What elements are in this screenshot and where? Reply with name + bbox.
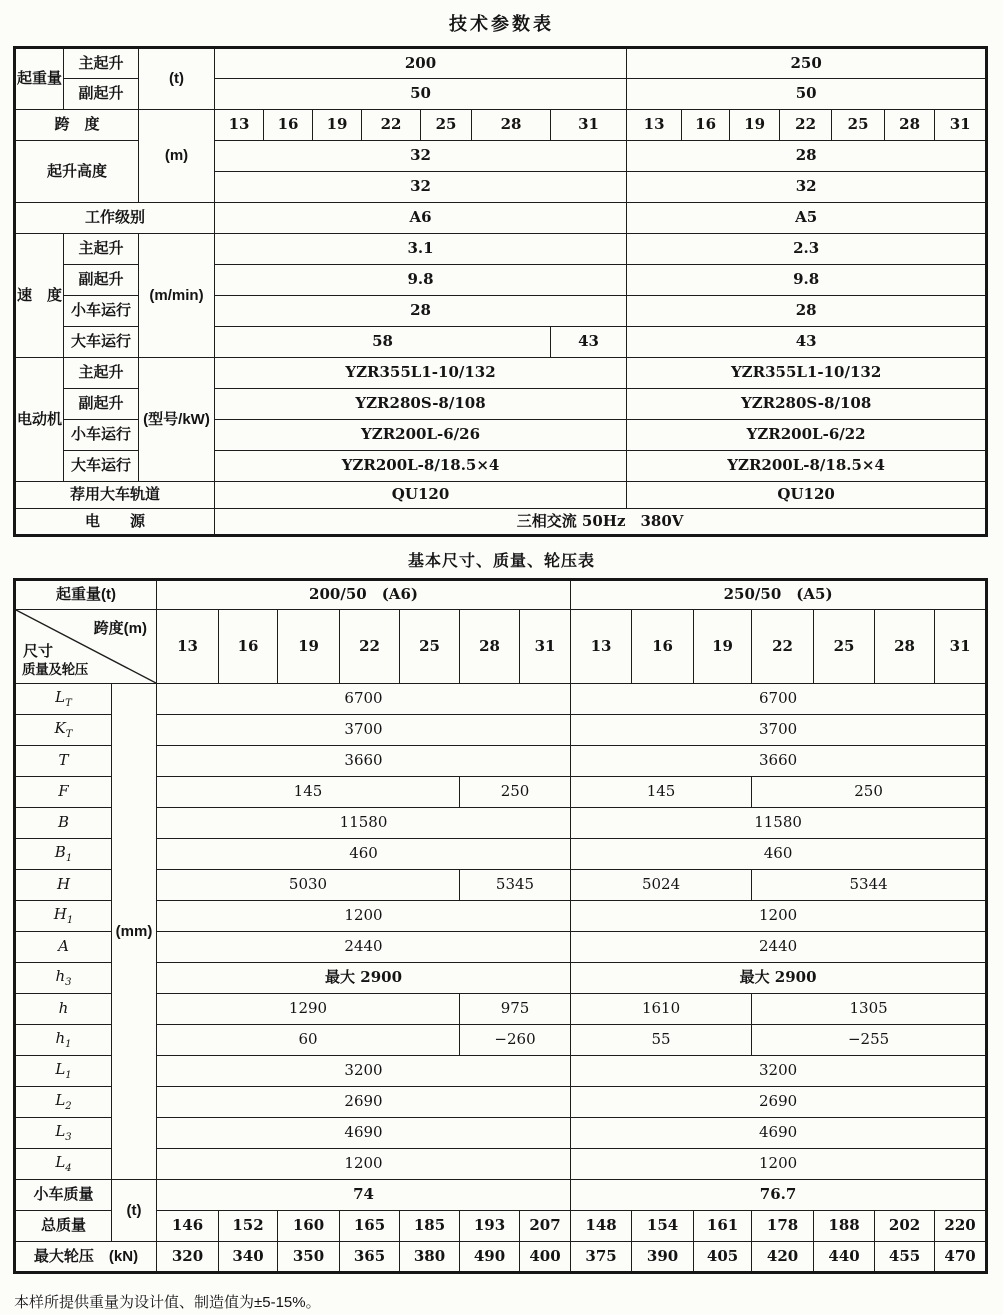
dimension-symbol bbox=[15, 808, 112, 839]
span-axis-label: 跨度(m) bbox=[93, 620, 147, 637]
mass-wheelload-axis-label: 质量及轮压 bbox=[22, 662, 88, 678]
row-label: 主起升 bbox=[64, 48, 139, 79]
span-header-cell: 28 bbox=[875, 610, 935, 684]
dimension-symbol bbox=[15, 963, 112, 994]
value-cell: 32 bbox=[215, 172, 627, 203]
span-header-cell: 19 bbox=[278, 610, 340, 684]
value-cell: YZR200L-8/18.5×4 bbox=[215, 451, 627, 482]
row-label: 主起升 bbox=[64, 358, 139, 389]
value-cell: 460 bbox=[571, 839, 987, 870]
value-cell: 250 bbox=[752, 777, 987, 808]
value-cell: 76.7 bbox=[571, 1180, 987, 1211]
value-cell: 200 bbox=[215, 48, 627, 79]
value-cell: 32 bbox=[215, 141, 627, 172]
dimension-symbol bbox=[15, 1118, 112, 1149]
value-cell: 5030 bbox=[157, 870, 460, 901]
row-label: 速 度 bbox=[15, 234, 64, 358]
span-header-cell: 31 bbox=[935, 610, 987, 684]
symbol-base: K bbox=[54, 719, 66, 737]
span-header-cell: 13 bbox=[627, 110, 682, 141]
value-cell: 最大 2900 bbox=[157, 963, 571, 994]
span-header-cell: 19 bbox=[694, 610, 752, 684]
symbol-subscript: T bbox=[65, 698, 72, 709]
symbol-base: h bbox=[58, 999, 69, 1018]
symbol-base: L bbox=[55, 1060, 66, 1078]
value-cell: 最大 2900 bbox=[571, 963, 987, 994]
span-header-cell: 28 bbox=[472, 110, 551, 141]
span-header-cell: 13 bbox=[215, 110, 264, 141]
symbol-subscript: 3 bbox=[65, 977, 72, 988]
value-cell: 400 bbox=[520, 1242, 571, 1273]
value-cell: 74 bbox=[157, 1180, 571, 1211]
dimensions-mass-wheel-load-table bbox=[13, 578, 988, 1274]
value-cell: 3700 bbox=[157, 715, 571, 746]
value-cell: 975 bbox=[460, 994, 571, 1025]
symbol-subscript: 1 bbox=[65, 853, 73, 864]
value-cell: 405 bbox=[694, 1242, 752, 1273]
value-cell: YZR280S-8/108 bbox=[627, 389, 987, 420]
row-label: 总质量 bbox=[15, 1211, 112, 1242]
row-label: 电动机 bbox=[15, 358, 64, 482]
symbol-base: B bbox=[54, 843, 66, 861]
row-label: 副起升 bbox=[64, 389, 139, 420]
value-cell: 32 bbox=[627, 172, 987, 203]
value-cell: 3700 bbox=[571, 715, 987, 746]
value-cell: 145 bbox=[157, 777, 460, 808]
row-label: 小车质量 bbox=[15, 1180, 112, 1211]
value-cell: 460 bbox=[157, 839, 571, 870]
symbol-base: L bbox=[55, 1153, 66, 1171]
row-label: 荐用大车轨道 bbox=[15, 482, 215, 509]
row-label: 最大轮压 (kN) bbox=[15, 1242, 157, 1273]
value-cell: 50 bbox=[215, 79, 627, 110]
span-header-cell: 22 bbox=[780, 110, 832, 141]
span-header-cell: 13 bbox=[157, 610, 219, 684]
value-cell: 1200 bbox=[157, 1149, 571, 1180]
technical-parameters-table bbox=[13, 46, 988, 537]
value-cell: YZR200L-6/22 bbox=[627, 420, 987, 451]
value-cell: 148 bbox=[571, 1211, 632, 1242]
value-cell: 55 bbox=[571, 1025, 752, 1056]
symbol-subscript: 1 bbox=[65, 1039, 72, 1050]
dimension-symbol bbox=[15, 1056, 112, 1087]
span-header-cell: 25 bbox=[400, 610, 460, 684]
value-cell: 165 bbox=[340, 1211, 400, 1242]
value-cell: 440 bbox=[814, 1242, 875, 1273]
value-cell: 490 bbox=[460, 1242, 520, 1273]
value-cell: 380 bbox=[400, 1242, 460, 1273]
span-header-cell: 22 bbox=[362, 110, 421, 141]
dimension-symbol bbox=[15, 777, 112, 808]
row-label: 大车运行 bbox=[64, 327, 139, 358]
row-label: 起重量 bbox=[15, 48, 64, 110]
symbol-base: h bbox=[55, 1029, 66, 1047]
value-cell: QU120 bbox=[215, 482, 627, 509]
row-label: 小车运行 bbox=[64, 296, 139, 327]
span-header-cell: 16 bbox=[219, 610, 278, 684]
value-cell: A6 bbox=[215, 203, 627, 234]
span-header-cell: 28 bbox=[885, 110, 935, 141]
value-cell: 5345 bbox=[460, 870, 571, 901]
row-label: 副起升 bbox=[64, 265, 139, 296]
value-cell: 1200 bbox=[571, 901, 987, 932]
span-header-cell: 31 bbox=[551, 110, 627, 141]
dimension-symbol bbox=[15, 901, 112, 932]
unit-label: (t) bbox=[112, 1180, 157, 1242]
table2-title: 基本尺寸、质量、轮压表 bbox=[407, 553, 595, 570]
value-cell: 5024 bbox=[571, 870, 752, 901]
symbol-subscript: 4 bbox=[65, 1163, 72, 1174]
value-cell: 146 bbox=[157, 1211, 219, 1242]
value-cell: 2440 bbox=[157, 932, 571, 963]
value-cell: 200/50 (A6) bbox=[157, 580, 571, 610]
unit-label: (t) bbox=[139, 48, 215, 110]
value-cell: 6700 bbox=[571, 684, 987, 715]
row-label: 工作级别 bbox=[15, 203, 215, 234]
value-cell: 340 bbox=[219, 1242, 278, 1273]
row-label: 主起升 bbox=[64, 234, 139, 265]
value-cell: 202 bbox=[875, 1211, 935, 1242]
span-header-cell: 25 bbox=[814, 610, 875, 684]
value-cell: 1610 bbox=[571, 994, 752, 1025]
value-cell: 365 bbox=[340, 1242, 400, 1273]
value-cell: 9.8 bbox=[627, 265, 987, 296]
value-cell: 161 bbox=[694, 1211, 752, 1242]
row-label: 大车运行 bbox=[64, 451, 139, 482]
value-cell: 1200 bbox=[157, 901, 571, 932]
symbol-base: H bbox=[53, 905, 67, 923]
value-cell: 145 bbox=[571, 777, 752, 808]
value-cell: 28 bbox=[215, 296, 627, 327]
value-cell: 2.3 bbox=[627, 234, 987, 265]
value-cell: 185 bbox=[400, 1211, 460, 1242]
value-cell: 9.8 bbox=[215, 265, 627, 296]
value-cell: A5 bbox=[627, 203, 987, 234]
symbol-base: L bbox=[55, 688, 66, 706]
span-header-cell: 28 bbox=[460, 610, 520, 684]
value-cell: 154 bbox=[632, 1211, 694, 1242]
symbol-base: L bbox=[55, 1091, 66, 1109]
symbol-base: F bbox=[58, 782, 69, 801]
symbol-subscript: 2 bbox=[65, 1101, 72, 1112]
value-cell: 28 bbox=[627, 296, 987, 327]
symbol-subscript: 1 bbox=[66, 915, 74, 926]
value-cell: 375 bbox=[571, 1242, 632, 1273]
value-cell: −260 bbox=[460, 1025, 571, 1056]
value-cell: 350 bbox=[278, 1242, 340, 1273]
value-cell: YZR280S-8/108 bbox=[215, 389, 627, 420]
unit-label: (m/min) bbox=[139, 234, 215, 358]
value-cell: 2690 bbox=[571, 1087, 987, 1118]
value-cell: 2440 bbox=[571, 932, 987, 963]
span-header-cell: 31 bbox=[520, 610, 571, 684]
value-cell: −255 bbox=[752, 1025, 987, 1056]
value-cell: YZR355L1-10/132 bbox=[627, 358, 987, 389]
value-cell: 1200 bbox=[571, 1149, 987, 1180]
dimension-symbol bbox=[15, 1087, 112, 1118]
dimension-symbol bbox=[15, 1149, 112, 1180]
dimension-symbol bbox=[15, 715, 112, 746]
value-cell: 188 bbox=[814, 1211, 875, 1242]
unit-label: (型号/kW) bbox=[139, 358, 215, 482]
value-cell: 1305 bbox=[752, 994, 987, 1025]
symbol-base: T bbox=[58, 751, 69, 770]
span-header-cell: 22 bbox=[340, 610, 400, 684]
symbol-base: h bbox=[55, 967, 66, 985]
value-cell: QU120 bbox=[627, 482, 987, 509]
span-header-cell: 25 bbox=[832, 110, 885, 141]
value-cell: 3200 bbox=[157, 1056, 571, 1087]
symbol-base: L bbox=[55, 1122, 66, 1140]
row-label: 电 源 bbox=[15, 509, 215, 536]
span-header-cell: 13 bbox=[571, 610, 632, 684]
value-cell: 178 bbox=[752, 1211, 814, 1242]
span-header-cell: 16 bbox=[264, 110, 313, 141]
value-cell: 58 bbox=[215, 327, 551, 358]
unit-label: (mm) bbox=[112, 684, 157, 1180]
value-cell: 160 bbox=[278, 1211, 340, 1242]
span-header-cell: 19 bbox=[730, 110, 780, 141]
value-cell: 420 bbox=[752, 1242, 814, 1273]
value-cell: 320 bbox=[157, 1242, 219, 1273]
value-cell: 4690 bbox=[157, 1118, 571, 1149]
row-label: 小车运行 bbox=[64, 420, 139, 451]
value-cell: 三相交流 50Hz 380V bbox=[215, 509, 987, 536]
value-cell: 3200 bbox=[571, 1056, 987, 1087]
span-header-cell: 22 bbox=[752, 610, 814, 684]
span-header-cell: 25 bbox=[421, 110, 472, 141]
value-cell: 250 bbox=[460, 777, 571, 808]
dimension-symbol bbox=[15, 994, 112, 1025]
dimension-axis-label: 尺寸 bbox=[23, 643, 54, 660]
value-cell: 250 bbox=[627, 48, 987, 79]
value-cell: 5344 bbox=[752, 870, 987, 901]
corner-header-cell bbox=[15, 610, 157, 684]
value-cell: 60 bbox=[157, 1025, 460, 1056]
value-cell: 1290 bbox=[157, 994, 460, 1025]
value-cell: 50 bbox=[627, 79, 987, 110]
dimension-symbol bbox=[15, 870, 112, 901]
symbol-subscript: T bbox=[65, 729, 73, 740]
footnote: 本样所提供重量为设计值、制造值为±5-15%。 bbox=[14, 1294, 321, 1311]
symbol-subscript: 1 bbox=[65, 1070, 72, 1081]
dimension-symbol bbox=[15, 746, 112, 777]
value-cell: 152 bbox=[219, 1211, 278, 1242]
value-cell: YZR200L-8/18.5×4 bbox=[627, 451, 987, 482]
value-cell: 11580 bbox=[571, 808, 987, 839]
value-cell: YZR200L-6/26 bbox=[215, 420, 627, 451]
value-cell: 390 bbox=[632, 1242, 694, 1273]
dimension-symbol bbox=[15, 1025, 112, 1056]
value-cell: 43 bbox=[627, 327, 987, 358]
value-cell: 220 bbox=[935, 1211, 987, 1242]
symbol-base: H bbox=[56, 875, 71, 894]
dimension-symbol bbox=[15, 839, 112, 870]
value-cell: 250/50 (A5) bbox=[571, 580, 987, 610]
dimension-symbol bbox=[15, 684, 112, 715]
symbol-base: B bbox=[57, 813, 70, 832]
value-cell: 3660 bbox=[571, 746, 987, 777]
value-cell: 470 bbox=[935, 1242, 987, 1273]
row-label: 跨 度 bbox=[15, 110, 139, 141]
value-cell: 3.1 bbox=[215, 234, 627, 265]
value-cell: 11580 bbox=[157, 808, 571, 839]
table1-title: 技术参数表 bbox=[449, 14, 554, 34]
value-cell: 2690 bbox=[157, 1087, 571, 1118]
span-header-cell: 19 bbox=[313, 110, 362, 141]
value-cell: 4690 bbox=[571, 1118, 987, 1149]
value-cell: 43 bbox=[551, 327, 627, 358]
symbol-subscript: 3 bbox=[65, 1132, 72, 1143]
span-header-cell: 16 bbox=[632, 610, 694, 684]
value-cell: 3660 bbox=[157, 746, 571, 777]
value-cell: 193 bbox=[460, 1211, 520, 1242]
row-label: 起重量(t) bbox=[15, 580, 157, 610]
span-header-cell: 16 bbox=[682, 110, 730, 141]
symbol-base: A bbox=[58, 937, 69, 956]
unit-label: (m) bbox=[139, 110, 215, 203]
span-header-cell: 31 bbox=[935, 110, 987, 141]
value-cell: 6700 bbox=[157, 684, 571, 715]
value-cell: 455 bbox=[875, 1242, 935, 1273]
value-cell: 28 bbox=[627, 141, 987, 172]
row-label: 起升高度 bbox=[15, 141, 139, 203]
value-cell: 207 bbox=[520, 1211, 571, 1242]
dimension-symbol bbox=[15, 932, 112, 963]
row-label: 副起升 bbox=[64, 79, 139, 110]
value-cell: YZR355L1-10/132 bbox=[215, 358, 627, 389]
